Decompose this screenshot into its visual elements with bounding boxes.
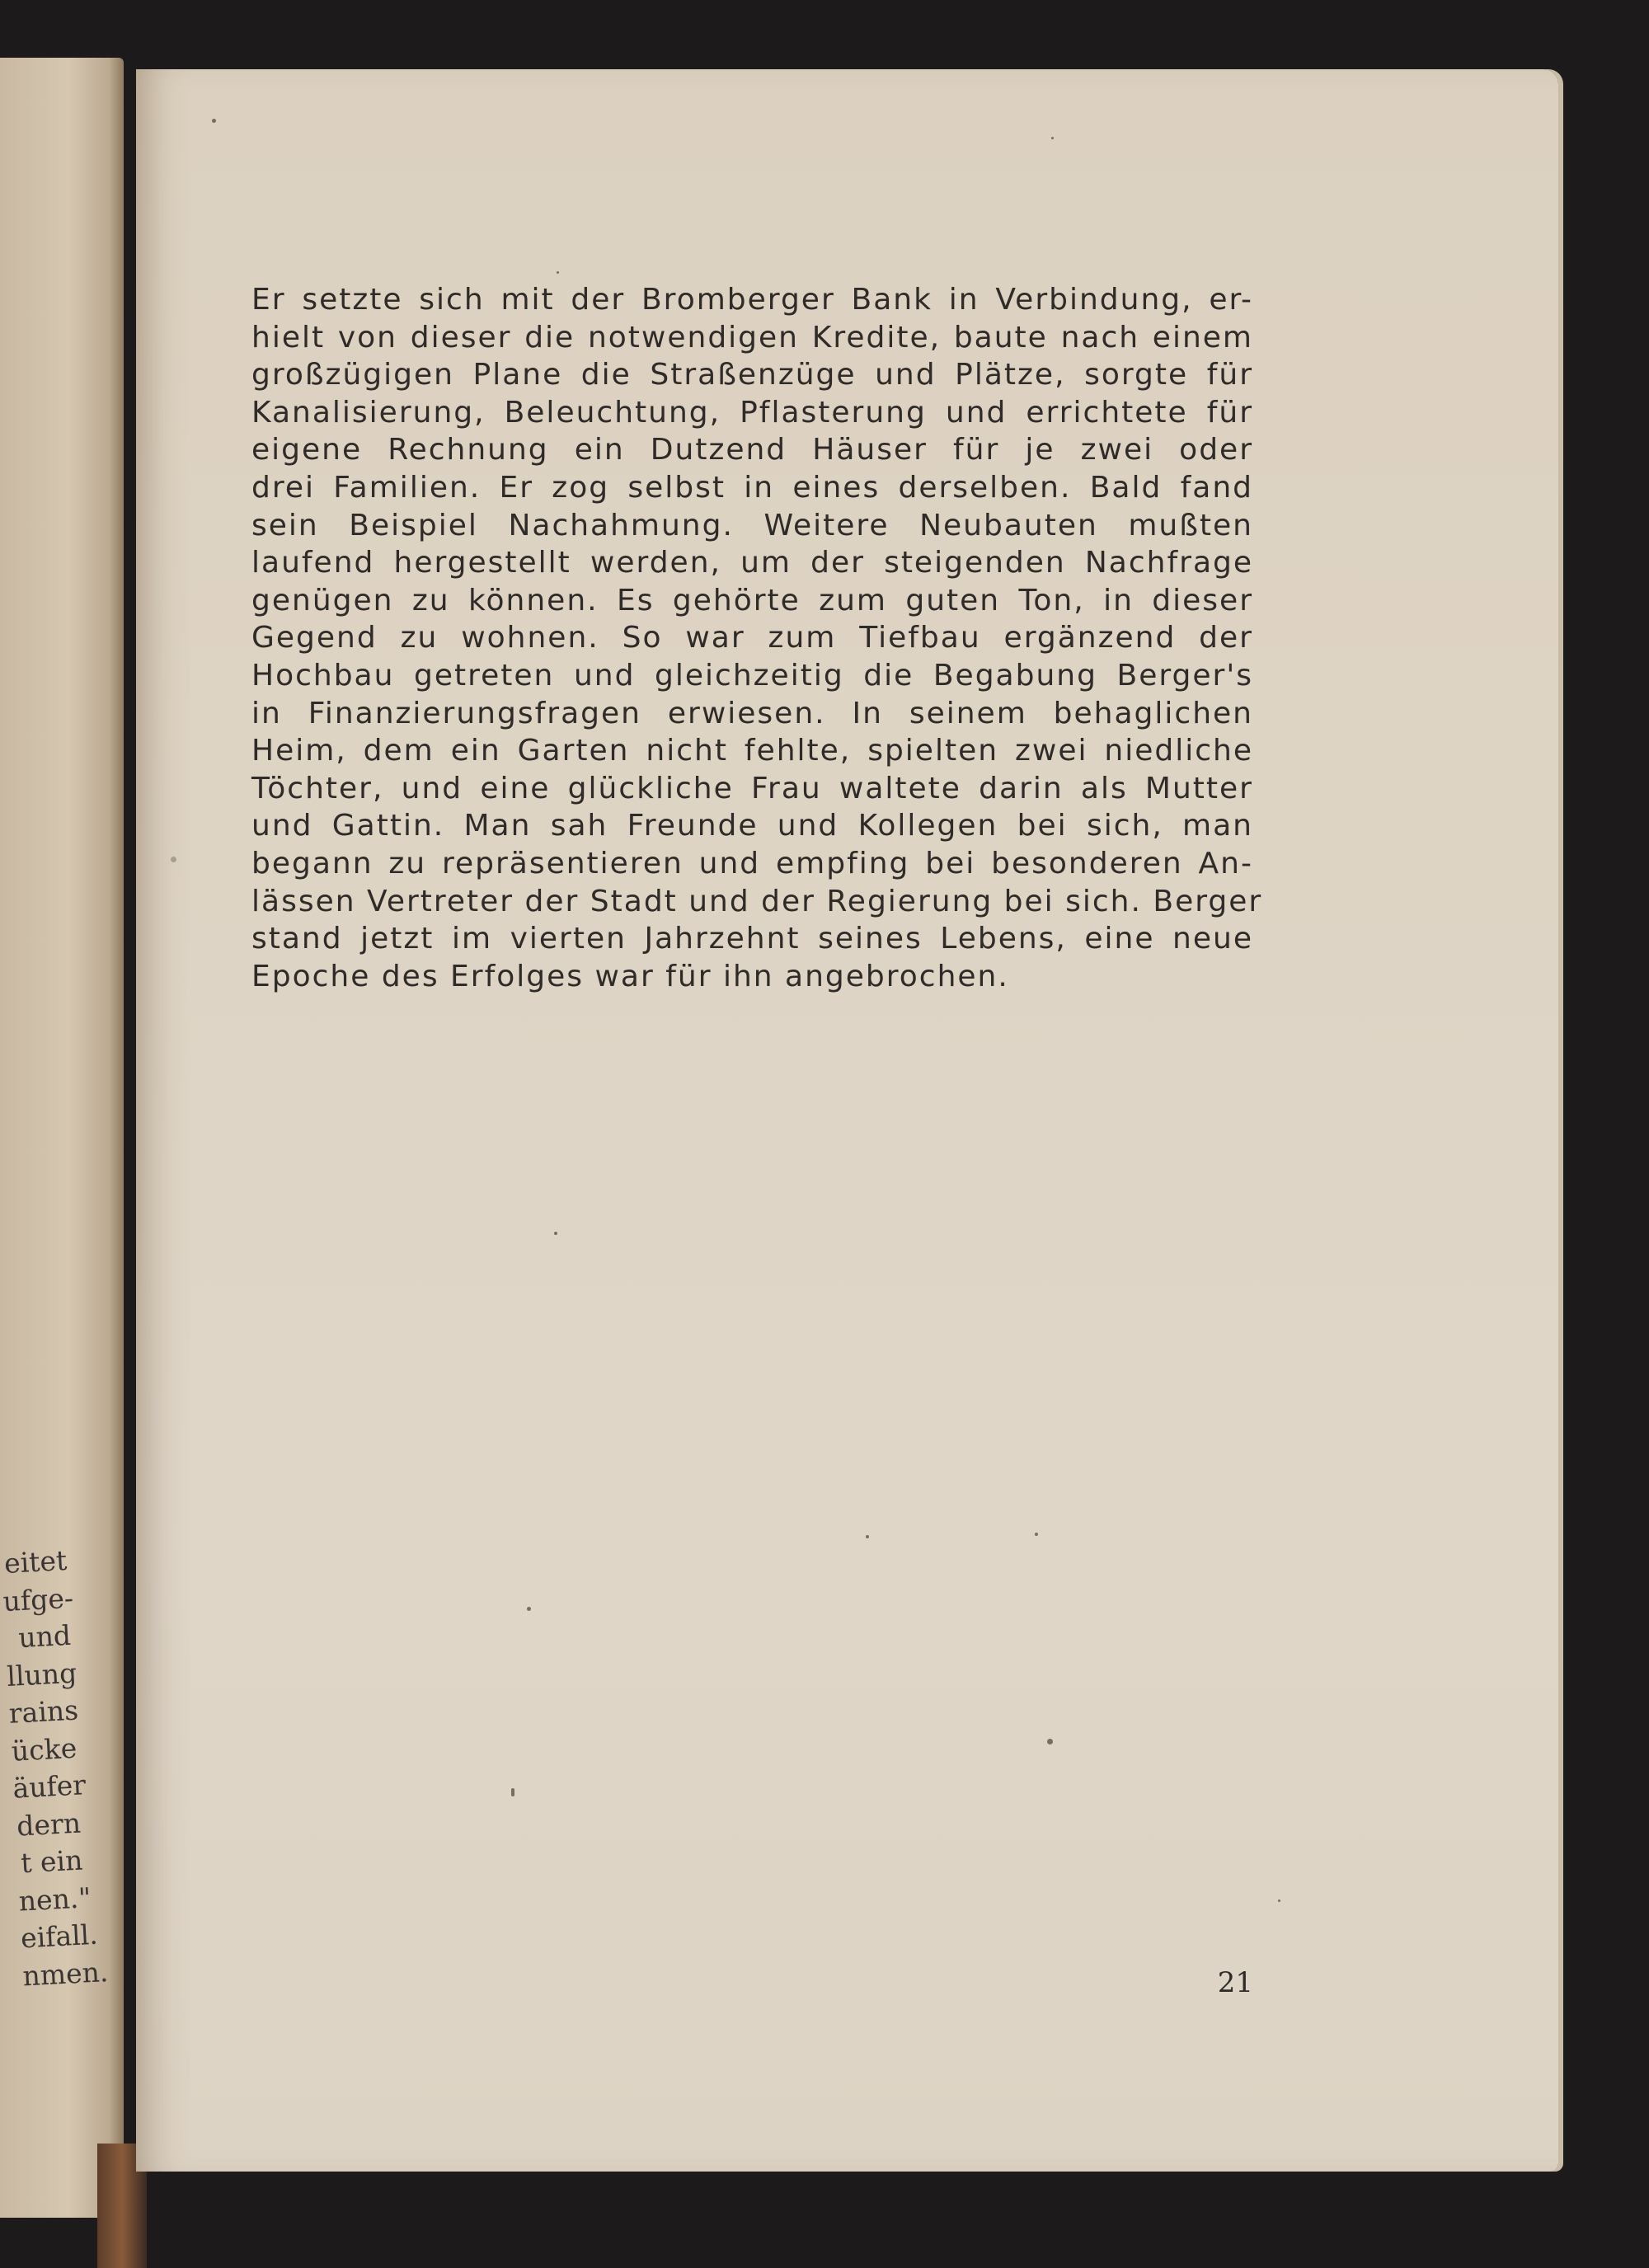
paper-speck [866,1535,869,1538]
facing-page [0,58,124,2218]
text-line: Töchter, und eine glückliche Frau waltete darin als Mutter [251,771,1253,805]
text-line: stand jetzt im vierten Jahrzehnt seines Lebens, eine neue [251,922,1253,956]
text-line: Kanalisierung, Beleuchtung, Pflasterung und errichtete für [251,395,1253,430]
page-number: 21 [1217,1966,1253,1999]
facing-page-fragment: nen." [17,1881,92,1918]
text-line: lässen Vertreter der Stadt und der Regierung bei sich. Berger [251,884,1263,918]
text-line: Hochbau getreten und gleichzeitig die Begabung Berger's [251,658,1253,693]
facing-page-fragment: und [17,1618,72,1655]
facing-page-fragment: rains [7,1693,79,1730]
facing-page-fragment: äufer [12,1768,87,1805]
paper-speck [1035,1533,1038,1536]
facing-page-fragment: ufge- [2,1581,74,1618]
facing-page-fragment: nmen. [21,1955,110,1992]
text-line: großzügigen Plane die Straßenzüge und Plätze, sorgte für [251,358,1253,392]
paper-speck [1047,1739,1053,1744]
facing-page-fragment: t ein [20,1843,84,1880]
text-line: drei Familien. Er zog selbst in eines derselben. Bald fand [251,470,1253,505]
paper-speck [527,1607,531,1611]
text-line: in Finanzierungsfragen erwiesen. In seinem behaglichen [251,696,1253,730]
text-line: begann zu repräsentieren und empfing bei besonderen An- [251,846,1253,880]
paper-speck [1278,1899,1280,1902]
text-line: genügen zu können. Es gehörte zum guten Ton, in dieser [251,583,1253,617]
text-line: Epoche des Erfolges war für ihn angebrochen. [251,959,1009,993]
text-line: hielt von dieser die notwendigen Kredite, baute nach einem [251,320,1253,355]
paper-speck [511,1788,514,1796]
paper-speck [212,119,216,123]
text-line: Heim, dem ein Garten nicht fehlte, spielten zwei niedliche [251,734,1253,768]
text-line: laufend hergestellt werden, um der steigenden Nachfrage [251,546,1253,580]
body-paragraph [251,281,1263,995]
facing-page-fragment: ücke [10,1731,78,1768]
text-line: Er setzte sich mit der Bromberger Bank in Verbindung, er- [251,283,1253,317]
facing-page-fragment: eifall. [20,1918,99,1955]
text-line: sein Beispiel Nachahmung. Weitere Neubauten mußten [251,508,1253,542]
text-line: und Gattin. Man sah Freunde und Kollegen bei sich, man [251,809,1253,843]
facing-page-fragment: eitet [3,1543,68,1580]
paper-speck [171,857,176,862]
paper-speck [1051,137,1054,139]
facing-page-fragment: dern [16,1806,82,1843]
facing-page-fragment: llung [6,1656,78,1693]
facing-page-text-fragments [0,1542,110,1994]
text-line: eigene Rechnung ein Dutzend Häuser für je zwei oder [251,433,1253,467]
paper-speck [557,271,559,274]
text-line: Gegend zu wohnen. So war zum Tiefbau ergänzend der [251,621,1253,655]
paper-speck [554,1232,557,1235]
